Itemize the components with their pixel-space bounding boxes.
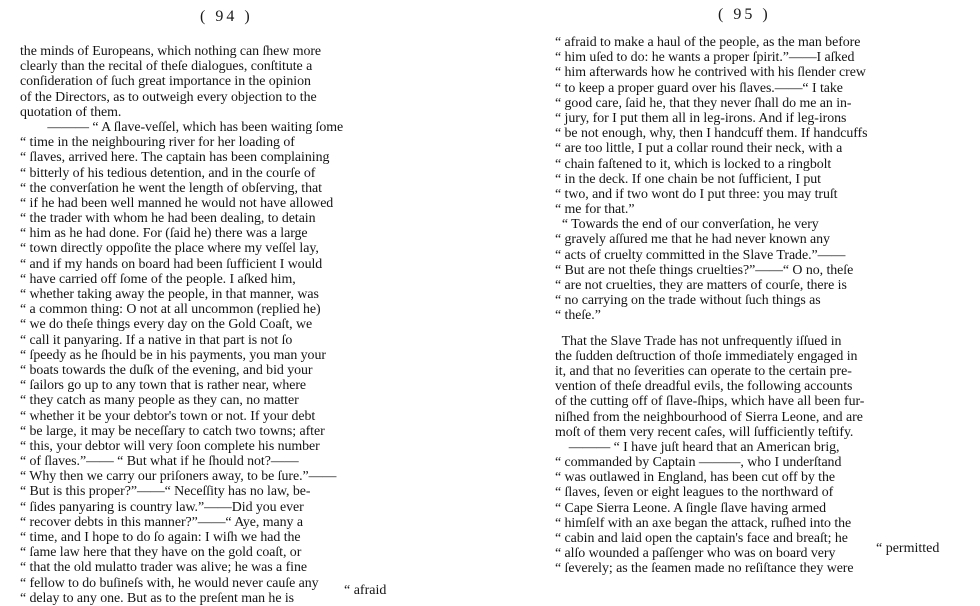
text-line: “ they catch as many people as they can, no matter	[20, 393, 299, 409]
text-line: “ But is this proper?”——“ Neceſſity has no law, be-	[20, 484, 311, 500]
text-line: “ whether it be your debtor's town or not. If your debt	[20, 408, 316, 424]
text-line: “ delay to any one. But as to the preſent man he is	[20, 590, 295, 606]
text-line: “ no carrying on the trade without ſuch things as	[555, 293, 821, 309]
text-line: “ be large, it may be neceſſary to catch two towns; after	[20, 423, 325, 439]
text-line: “ to keep a proper guard over his ſlaves.——“ I take	[555, 80, 843, 96]
text-line: “ have carried off ſome of the people. I aſked him,	[20, 271, 296, 287]
text-line: “ But are not theſe things cruelties?”——“ O no, theſe	[555, 262, 854, 278]
text-line: “ Towards the end of our converſation, he very	[555, 217, 819, 233]
text-line: “ ſpeedy as he ſhould be in his payments, you man your	[20, 347, 326, 363]
page-number-right: ( 95 )	[718, 6, 771, 23]
text-line: “ Why then we carry our priſoners away, to be ſure.”——	[20, 469, 337, 485]
text-line: “ recover debts in this manner?”——“ Aye, many a	[20, 514, 303, 530]
text-line: moſt of them very recent caſes, will ſufficiently teſtify.	[555, 424, 854, 440]
text-line: “ are too little, I put a collar round their neck, with a	[555, 141, 843, 157]
text-line: “ call it panyaring. If a native in that part is not ſo	[20, 332, 293, 348]
text-line: conſideration of ſuch great importance in the opinion	[20, 74, 311, 90]
text-line: “ good care, ſaid he, that they never ſhall do me an in-	[555, 95, 852, 111]
text-line: ——— “ I have juſt heard that an American brig,	[555, 439, 840, 455]
left-page	[0, 0, 488, 605]
text-line: “ ſeverely; as the ſeamen made no reſiſtance they were	[555, 561, 854, 577]
text-line: “ be not enough, why, then I handcuff them. If handcuffs	[555, 126, 868, 142]
text-line: “ was outlawed in England, has been cut off by the	[555, 470, 835, 486]
catchword-left: “ afraid	[344, 583, 387, 598]
text-line: “ are not cruelties, they are matters of courſe, there is	[555, 278, 847, 293]
text-line: niſhed from the neighbourhood of Sierra Leone, and are	[555, 409, 863, 425]
text-line: “ bitterly of his tedious detention, and in the courſe of	[20, 165, 316, 181]
text-line: “ ſame law here that they have on the gold coaſt, or	[20, 545, 302, 561]
text-line: “ if he had been well manned he would not have allowed	[20, 195, 334, 211]
left-page-text	[20, 44, 480, 606]
text-line: “ boats towards the duſk of the evening, and bid your	[20, 362, 313, 378]
text-line: “ town directly oppoſite the place where my veſſel lay,	[20, 241, 319, 257]
text-line: “ ſailors go up to any town that is rather near, where	[20, 378, 307, 394]
text-line: “ cabin and laid open the captain's face and breaſt; he	[555, 531, 848, 546]
text-line: of the Directors, as to outweigh every objection to the	[20, 89, 317, 105]
text-line: “ of ſlaves.”—— “ But what if he ſhould not?——	[20, 454, 299, 470]
text-line: clearly than the recital of theſe dialogues, conſtitute a	[20, 59, 313, 75]
text-line: “ afraid to make a haul of the people, as the man before	[555, 35, 861, 50]
text-line: “ acts of cruelty committed in the Slave Trade.”——	[555, 247, 846, 263]
catchword-right: “ permitted	[876, 541, 940, 556]
text-line: “ this, your debtor will very ſoon complete his number	[20, 438, 320, 454]
text-line: “ himſelf with an axe began the attack, ruſhed into the	[555, 515, 852, 531]
text-line: “ ſlaves, arrived here. The captain has been complaining	[20, 150, 330, 166]
text-line: “ him afterwards how he contrived with his ſlender crew	[555, 65, 866, 81]
text-line: “ time, and I hope to do ſo again: I wiſh we had the	[20, 530, 301, 545]
text-line: “ the converſation he went the length of obſerving, that	[20, 180, 322, 196]
text-line: “ commanded by Captain ———, who I underſtand	[555, 455, 842, 471]
text-line: “ me for that.”	[555, 202, 635, 218]
text-line: “ him as he had done. For (ſaid he) there was a large	[20, 226, 308, 242]
right-page-text	[555, 35, 967, 577]
text-line: “ jury, for I put them all in leg-irons. And if leg-irons	[555, 110, 847, 126]
text-line: “ a common thing: O not at all uncommon (replied he)	[20, 302, 321, 318]
text-line: “ in the deck. If one chain be not ſufficient, I put	[555, 171, 821, 187]
text-line: “ time in the neighbouring river for her loading of	[20, 135, 295, 151]
text-line: quotation of them.	[20, 104, 122, 120]
text-line: “ chain faſtened to it, which is locked to a ringbolt	[555, 156, 832, 172]
text-line: “ alſo wounded a paſſenger who was on board very	[555, 546, 836, 562]
text-line: “ whether taking away the people, in that manner, was	[20, 287, 319, 302]
text-line	[555, 324, 967, 334]
text-line: “ we do theſe things every day on the Gold Coaſt, we	[20, 317, 313, 333]
text-line: the minds of Europeans, which nothing can ſhew more	[20, 44, 322, 59]
text-line: “ ſides panyaring is country law.”——Did you ever	[20, 499, 304, 515]
text-line: the ſudden deſtruction of thoſe immediately engaged in	[555, 348, 858, 364]
text-line: “ the trader with whom he had been dealing, to detain	[20, 211, 316, 227]
text-line: “ theſe.”	[555, 308, 601, 324]
text-line: “ fellow to do buſineſs with, he would never cauſe any	[20, 575, 319, 591]
text-line: ——— “ A ſlave-veſſel, which has been waiting ſome	[20, 119, 344, 135]
text-line: That the Slave Trade has not unfrequently iſſued in	[555, 333, 842, 349]
text-line: “ gravely aſſured me that he had never known any	[555, 232, 830, 248]
text-line: “ that the old mulatto trader was alive; he was a fine	[20, 560, 307, 576]
text-line: “ ſlaves, ſeven or eight leagues to the northward of	[555, 485, 834, 501]
text-line: “ him uſed to do: he wants a proper ſpirit.”——I aſked	[555, 50, 855, 66]
text-line: it, and that no ſeverities can operate to the certain pre-	[555, 363, 852, 379]
text-line: vention of theſe dreadful evils, the following accounts	[555, 379, 853, 395]
text-line: “ and if my hands on board had been ſufficient I would	[20, 256, 323, 272]
text-line: “ two, and if two wont do I put three: you may truſt	[555, 186, 838, 202]
page-number-left: ( 94 )	[200, 8, 253, 25]
text-line: of the cutting off of ſlave-ſhips, which have all been fur-	[555, 394, 865, 410]
right-page	[492, 0, 980, 605]
text-line: “ Cape Sierra Leone. A ſingle ſlave having armed	[555, 500, 827, 516]
